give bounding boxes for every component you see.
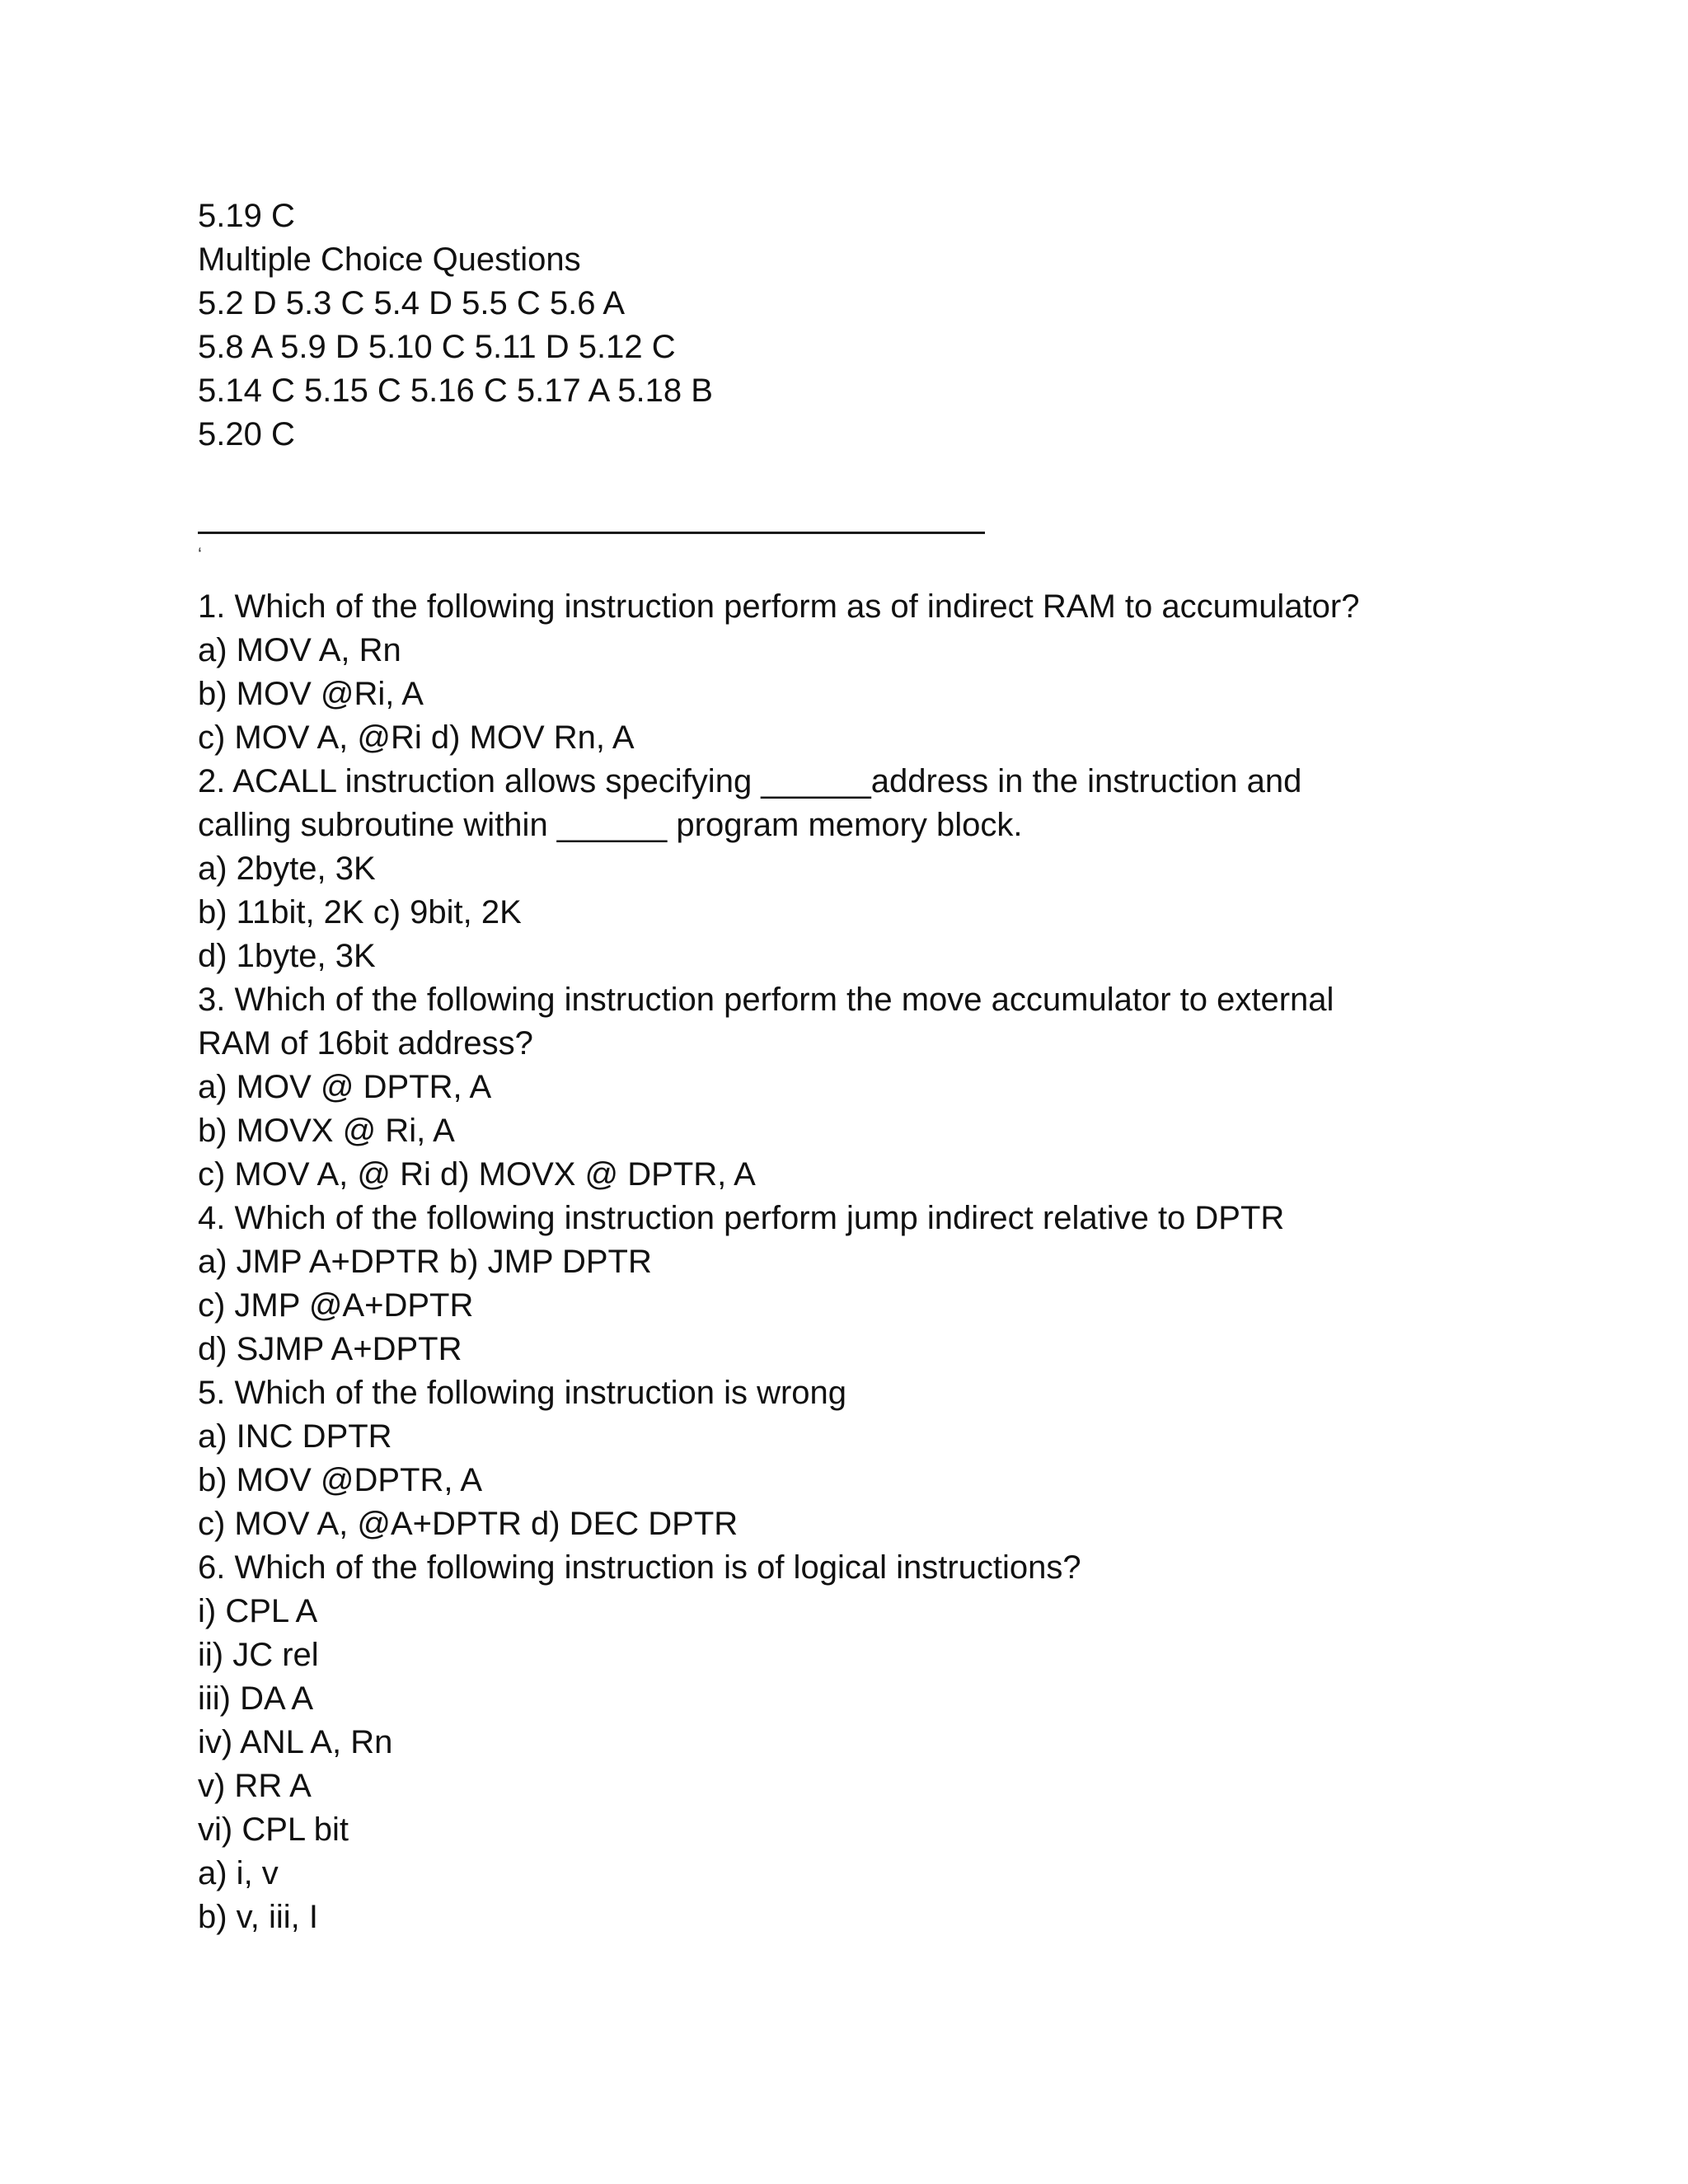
answer-line: 5.19 C: [198, 198, 295, 234]
answer-line: 5.14 C 5.15 C 5.16 C 5.17 A 5.18 B: [198, 373, 713, 409]
answer-line: 5.2 D 5.3 C 5.4 D 5.5 C 5.6 A: [198, 285, 626, 321]
option-line: c) MOV A, @A+DPTR d) DEC DPTR: [198, 1506, 738, 1542]
section-heading: Multiple Choice Questions: [198, 241, 581, 278]
option-line: d) 1byte, 3K: [198, 938, 376, 974]
horizontal-rule: [198, 532, 985, 534]
questions-block: [198, 585, 1550, 1939]
option-line: d) SJMP A+DPTR: [198, 1331, 462, 1367]
question-line: RAM of 16bit address?: [198, 1025, 533, 1062]
option-line: b) MOVX @ Ri, A: [198, 1113, 455, 1149]
option-line: b) MOV @DPTR, A: [198, 1462, 483, 1498]
stray-quote-mark: ‘: [198, 544, 202, 565]
option-line: c) MOV A, @ Ri d) MOVX @ DPTR, A: [198, 1156, 756, 1193]
question-line: 2. ACALL instruction allows specifying ______address in the instruction and: [198, 763, 1302, 799]
question-line: 5. Which of the following instruction is wrong: [198, 1375, 847, 1411]
option-line: c) MOV A, @Ri d) MOV Rn, A: [198, 719, 635, 756]
option-line: b) v, iii, I: [198, 1899, 318, 1935]
option-line: a) JMP A+DPTR b) JMP DPTR: [198, 1244, 652, 1280]
answer-key-block: [198, 194, 1550, 457]
list-item-line: ii) JC rel: [198, 1637, 319, 1673]
option-line: a) MOV A, Rn: [198, 632, 401, 668]
question-line: 6. Which of the following instruction is of logical instructions?: [198, 1549, 1081, 1586]
option-line: c) JMP @A+DPTR: [198, 1287, 474, 1324]
option-line: b) 11bit, 2K c) 9bit, 2K: [198, 894, 522, 930]
list-item-line: iv) ANL A, Rn: [198, 1724, 393, 1760]
option-line: a) MOV @ DPTR, A: [198, 1069, 492, 1105]
answer-line: 5.8 A 5.9 D 5.10 C 5.11 D 5.12 C: [198, 329, 676, 365]
list-item-line: v) RR A: [198, 1768, 312, 1804]
list-item-line: vi) CPL bit: [198, 1811, 349, 1848]
answer-line: 5.20 C: [198, 416, 295, 452]
question-line: 3. Which of the following instruction perform the move accumulator to external: [198, 982, 1334, 1018]
option-line: a) INC DPTR: [198, 1418, 392, 1455]
option-line: a) 2byte, 3K: [198, 851, 376, 887]
question-line: 1. Which of the following instruction perform as of indirect RAM to accumulator?: [198, 588, 1360, 625]
question-line: calling subroutine within ______ program memory block.: [198, 807, 1023, 843]
question-line: 4. Which of the following instruction perform jump indirect relative to DPTR: [198, 1200, 1285, 1236]
list-item-line: i) CPL A: [198, 1593, 318, 1629]
list-item-line: iii) DA A: [198, 1680, 314, 1717]
option-line: b) MOV @Ri, A: [198, 676, 424, 712]
option-line: a) i, v: [198, 1855, 279, 1891]
